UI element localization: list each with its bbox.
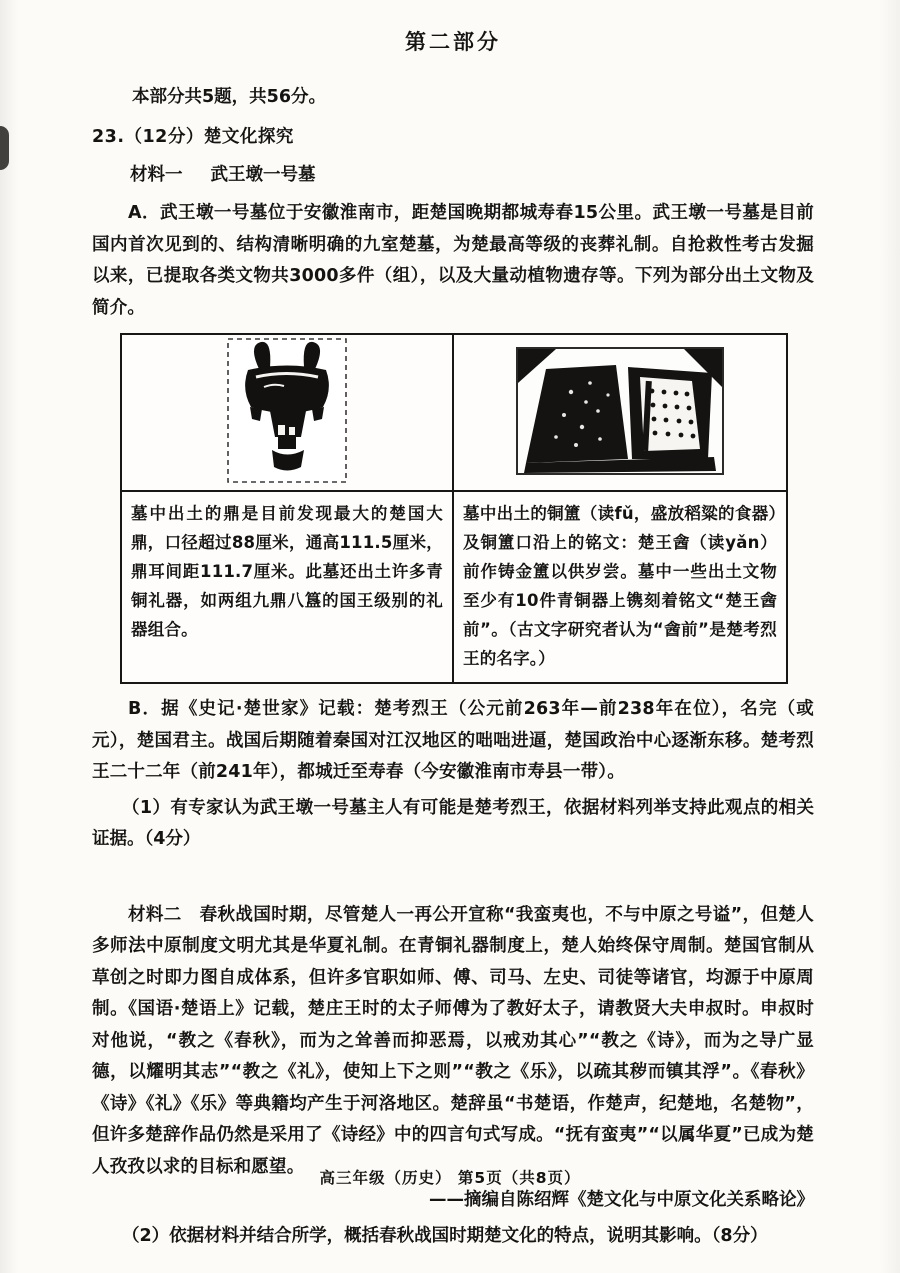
page-content [92,26,814,1252]
material-2-spacer [182,905,200,925]
material-1-title: 武王墩一号墓 [210,165,316,185]
page-footer: 高三年级（历史） 第5页（共8页） [319,1169,581,1187]
bronze-fu-photo-icon [516,347,724,479]
scan-smudge [0,126,9,170]
material-1-heading [92,160,814,190]
fu-caption: 墓中出土的铜簠（读fǔ，盛放稻粱的食器）及铜簠口沿上的铭文：楚王酓（读yǎn）前作铸金簠以供岁尝。墓中一些出土文物至少有10件青铜器上镌刻着铭文“楚王酓前”。（古文字研究者认为“酓前”是楚考烈王的名字。） [463,504,777,668]
question-2: （2）依据材料并结合所学，概括春秋战国时期楚文化的特点，说明其影响。（8分） [122,1225,768,1246]
ding-caption: 墓中出土的鼎是目前发现最大的楚国大鼎，口径超过88厘米，通高111.5厘米，鼎耳间距111.7厘米。此墓还出土许多青铜礼器，如两组九鼎八簋的国王级别的礼器组合。 [122,492,454,682]
section-note: 本部分共5题，共56分。 [132,87,327,107]
ding-photo-cell [122,335,454,492]
material-1-label: 材料一 [130,165,183,185]
question-23-header: 23.（12分）楚文化探究 [92,127,294,147]
artifact-table [120,333,788,684]
question-1: （1）有专家认为武王墩一号墓主人有可能是楚考烈王，依据材料列举支持此观点的相关证据。（4分） [92,797,814,849]
attribution: ——摘编自陈绍辉《楚文化与中原文化关系略论》 [429,1190,814,1210]
bronze-ding-photo-icon [226,337,348,488]
paragraph-b: B．据《史记·楚世家》记载：楚考烈王（公元前263年—前238年在位），名完（或元），楚国君主。战国后期随着秦国对江汉地区的咄咄进逼，楚国政治中心逐渐东移。楚考烈王二十二年（前241年），都城迁至寿春（今安徽淮南市寿县一带）。 [92,699,814,782]
paragraph-a: A．武王墩一号墓位于安徽淮南市，距楚国晚期都城寿春15公里。武王墩一号墓是目前国内首次见到的、结构清晰明确的九室楚墓，为楚最高等级的丧葬礼制。自抢救性考古发掘以来，已提取各类文物共3000多件（组），以及大量动植物遗存等。下列为部分出土文物及简介。 [92,203,814,318]
part-title: 第二部分 [405,30,501,54]
material-2-paragraph [92,900,814,1184]
material-2-text: 春秋战国时期，尽管楚人一再公开宣称“我蛮夷也，不与中原之号谥”，但楚人多师法中原制度文明尤其是华夏礼制。在青铜礼器制度上，楚人始终保守周制。楚国官制从草创之时即力图自成体系，但许多官职如师、傅、司马、左史、司徒等诸官，均源于中原周制。《国语·楚语上》记载，楚庄王时的太子师傅为了教好太子，请教贤大夫申叔时。申叔时对他说，“教之《春秋》，而为之耸善而抑恶焉，以戒劝其心”“教之《诗》，而为之导广显德，以耀明其志”“教之《礼》，使知上下之则”“教之《乐》，以疏其秽而镇其浮”。《春秋》《诗》《礼》《乐》等典籍均产生于河洛地区。楚辞虽“书楚语，作楚声，纪楚地，名楚物”，但许多楚辞作品仍然是采用了《诗经》中的四言句式写成。“抚有蛮夷”“以属华夏”已成为楚人孜孜以求的目标和愿望。 [92,904,814,1177]
material-2-label: 材料二 [128,904,182,925]
fu-photo-cell [454,335,786,492]
